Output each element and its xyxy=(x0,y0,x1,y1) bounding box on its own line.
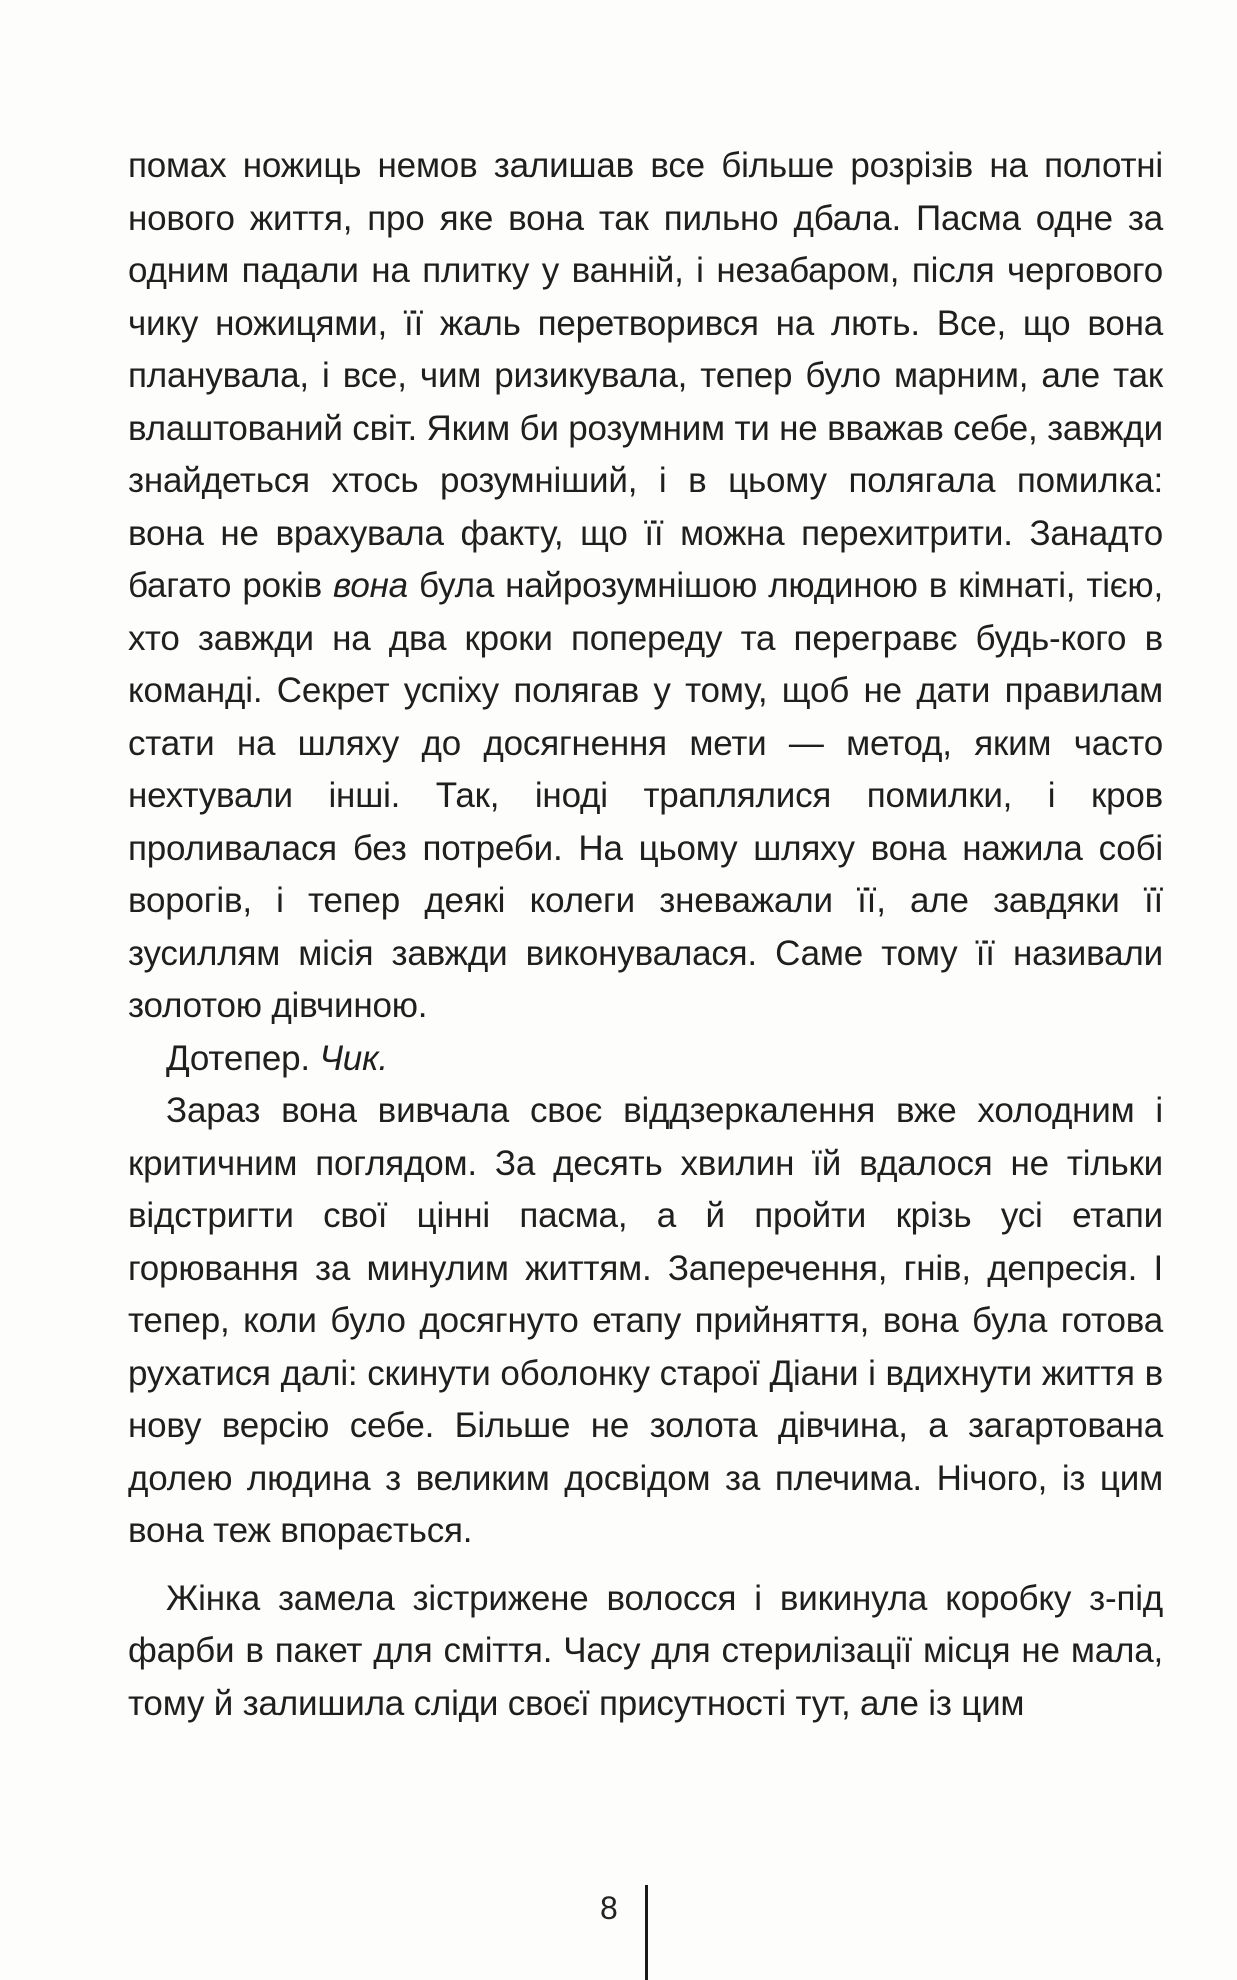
text-segment: Зараз вона вивчала своє віддзеркалення вже холодним і критичним поглядом. За десять хвилин їй вдалося не тільки відстригти свої цінні пасма, а й пройти крізь усі етапи горювання за минулим життям. Заперечення, гнів, депресія. І тепер, коли було досягнуто етапу прийняття, вона була готова рухатися далі: скинути оболонку старої Діани і вдихнути життя в нову версію себе. Більше не золота дівчина, а загартована долею людина з великим досвідом за плечима. Нічого, із цим вона теж впорається. xyxy=(128,1091,1163,1550)
text-segment: Дотепер. xyxy=(166,1038,320,1078)
paragraph-2 xyxy=(128,1033,1163,1086)
emphasis-text: Чик. xyxy=(319,1038,388,1078)
paragraph-3 xyxy=(128,1085,1163,1558)
text-segment: була найрозумнішою людиною в кімнаті, тією, хто завжди на два кроки попереду та перегравє будь-кого в команді. Секрет успіху полягав у тому, щоб не дати правилам стати на шляху до досягнення мети — метод, яким часто нехтували інші. Так, іноді траплялися помилки, і кров проливалася без потреби. На цьому шляху вона нажила собі ворогів, і тепер деякі колеги зневажали її, але завдяки її зусиллям місія завжди виконувалася. Саме тому її називали золотою дівчиною. xyxy=(128,566,1164,1025)
paragraph-1 xyxy=(128,140,1163,1033)
emphasis-text: вона xyxy=(333,566,408,605)
text-segment: Жінка замела зістрижене волосся і викинула коробку з-під фарби в пакет для сміття. Часу для стерилізації місця не мала, тому й залишила сліди своєї присутності тут, але із цим xyxy=(128,1578,1163,1723)
text-segment: помах ножиць немов залишав все більше розрізів на полотні нового життя, про яке вона так пильно дбала. Пасма одне за одним падали на плитку у ванній, і незабаром, після чергового чику ножицями, її жаль перетворився на лють. Все, що вона планувала, і все, чим ризикувала, тепер було марним, але так влаштований світ. Яким би розумним ти не вважав себе, завжди знайдеться хтось розумніший, і в цьому полягала помилка: вона не врахувала факту, що її можна перехитрити. Занадто багато років xyxy=(128,146,1163,605)
paragraph-4 xyxy=(128,1573,1163,1731)
body-text xyxy=(128,140,1163,1730)
page-divider-line xyxy=(645,1885,648,1980)
page-number: 8 xyxy=(600,1890,618,1926)
